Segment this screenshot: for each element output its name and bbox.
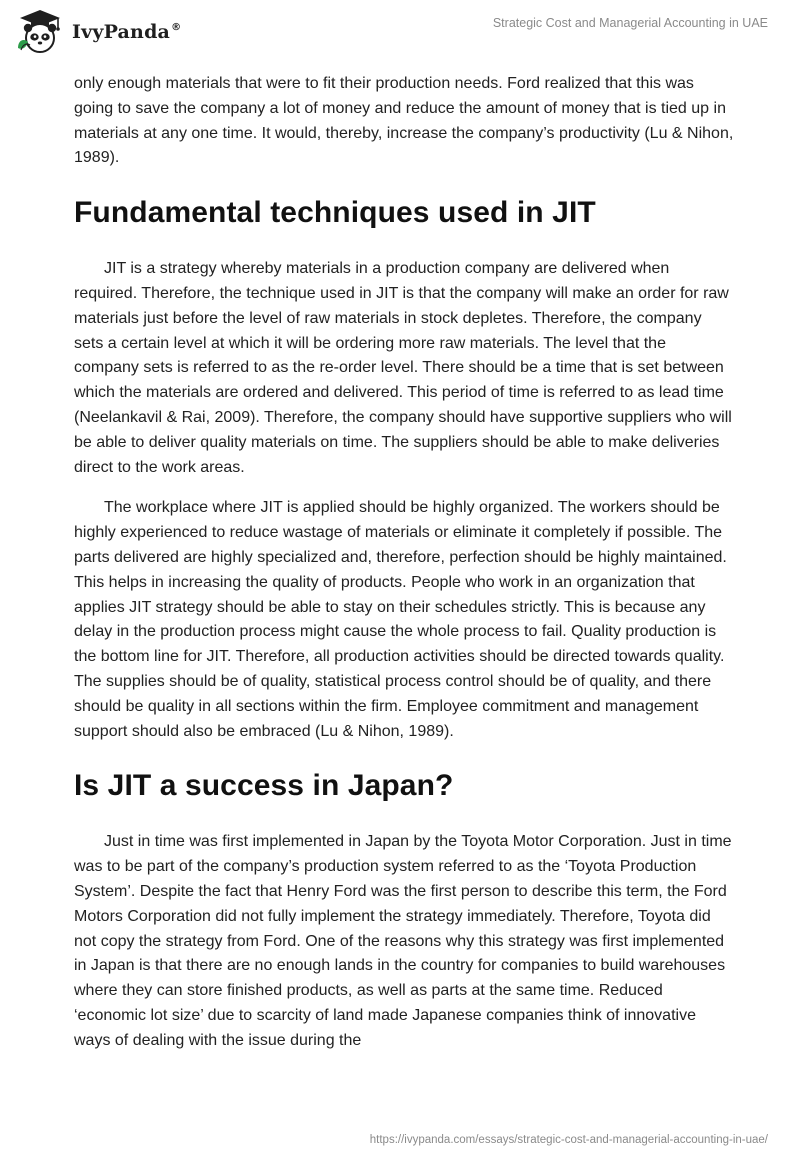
article-body [74, 72, 734, 1070]
section-heading-techniques: Fundamental techniques used in JIT [74, 196, 596, 230]
brand-logo[interactable] [14, 8, 181, 58]
footer-url[interactable]: https://ivypanda.com/essays/strategic-cost-and-managerial-accounting-in-uae/ [369, 1134, 768, 1146]
panda-graduate-icon [14, 8, 66, 58]
logo-text: IvyPanda® [72, 21, 182, 43]
paragraph: Just in time was first implemented in Japan by the Toyota Motor Corporation. Just in time was to be part of the company’s production system referred to as the ‘Toyota Production System’. Despite the fact that Henry Ford was the first person to describe this term, the Ford Motors Corporation did not fully implement the strategy immediately. Therefore, Toyota did not copy the strategy from Ford. One of the reasons why this strategy was first implemented in Japan is that there are no enough lands in the country for companies to build warehouses where they can store finished products, as well as parts at the same time. Reduced ‘economic lot size’ due to scarcity of land made Japanese companies think of innovative ways of dealing with the issue during the [74, 833, 732, 1049]
paragraph: JIT is a strategy whereby materials in a production company are delivered when required. Therefore, the technique used in JIT is that the company will make an order for raw materials just before the level of raw materials in stock depletes. Therefore, the company sets a certain level at which it will be ordering more raw materials. The level that the company sets is referred to as the re-order level. There should be a time that is set between which the materials are ordered and delivered. This period of time is referred to as lead time (Neelankavil & Rai, 2009). Therefore, the company should have supportive suppliers who will be able to deliver quality materials on time. The suppliers should be able to make deliveries direct to the work areas. [74, 260, 732, 476]
registered-mark: ® [171, 22, 182, 33]
paragraph: The workplace where JIT is applied should be highly organized. The workers should be highly experienced to reduce wastage of materials or eliminate it completely if possible. The parts delivered are highly specialized and, therefore, perfection should be highly maintained. This helps in increasing the quality of products. People who work in an organization that applies JIT strategy should be able to stay on their schedules strictly. This is because any delay in the production process might cause the whole process to fail. Quality production is the bottom line for JIT. Therefore, all production activities should be directed towards quality. The supplies should be of quality, statistical process control should be of quality, and there should be quality in all sections within the firm. Employee commitment and management support should also be embraced (Lu & Nihon, 1989). [74, 499, 727, 740]
intro-paragraph: only enough materials that were to fit their production needs. Ford realized that this was going to save the company a lot of money and reduce the amount of money that is tied up in materials at any one time. It would, thereby, increase the company’s productivity (Lu & Nihon, 1989). [74, 75, 734, 167]
page-header [0, 0, 800, 70]
document-title: Strategic Cost and Managerial Accounting in UAE [492, 16, 768, 30]
section-heading-japan: Is JIT a success in Japan? [74, 769, 454, 803]
